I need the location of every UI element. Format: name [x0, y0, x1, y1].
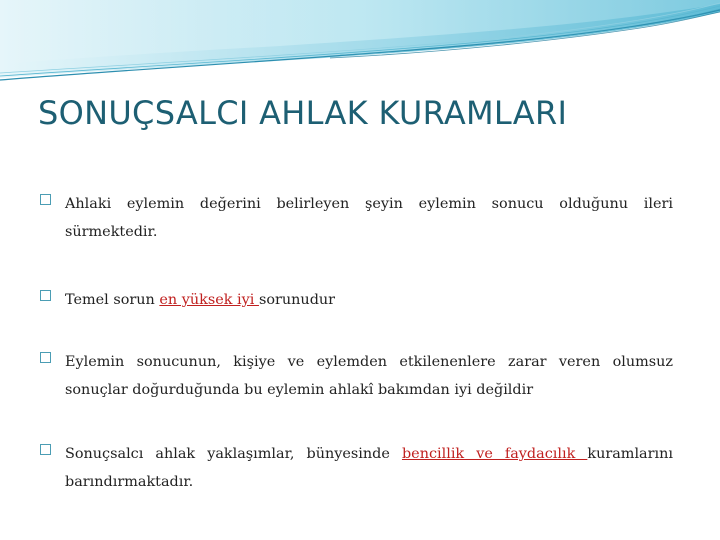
bullet-item [40, 440, 673, 496]
bullet-item [40, 348, 673, 404]
page-title: SONUÇSALCI AHLAK KURAMLARI [38, 94, 568, 132]
bullet-text: Eylemin sonucunun, kişiye ve eylemden etkilenenlere zarar veren olumsuz sonuçlar doğurduğunda bu eylemin ahlakî bakımdan iyi değildir [65, 354, 673, 398]
header-wave-decoration [0, 0, 720, 90]
bullet-item [40, 190, 673, 246]
square-bullet-icon [40, 194, 51, 205]
bullet-text [65, 286, 673, 314]
bullet-text-after: sorunudur [258, 292, 336, 308]
square-bullet-icon [40, 352, 51, 363]
square-bullet-icon [40, 444, 51, 455]
bullet-text-before: Temel sorun [65, 292, 160, 308]
highlighted-term: en yüksek iyi [159, 292, 259, 308]
highlighted-term: bencillik ve faydacılık [401, 446, 588, 462]
bullet-text-before: Sonuçsalcı ahlak yaklaşımlar, bünyesinde [65, 446, 402, 462]
bullet-text [65, 440, 673, 496]
square-bullet-icon [40, 290, 51, 301]
bullet-text-after: kuramlarını barındırmaktadır. [65, 446, 673, 490]
bullet-text: Ahlaki eylemin değerini belirleyen şeyin eylemin sonucu olduğunu ileri sürmektedir. [65, 196, 673, 240]
bullet-item [40, 286, 673, 314]
